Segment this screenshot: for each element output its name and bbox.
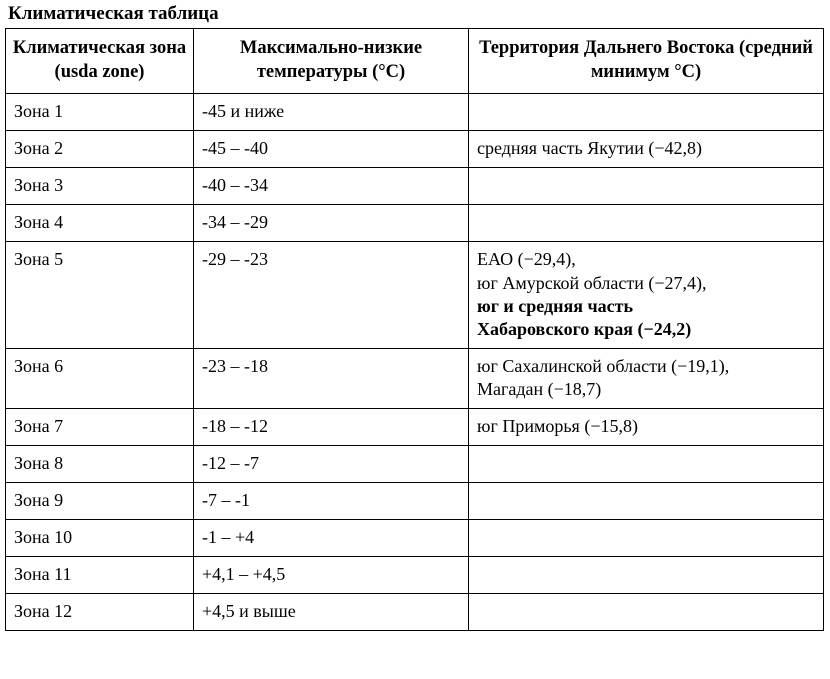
table-header-row	[6, 29, 824, 94]
table-row	[6, 168, 824, 205]
cell-territory	[469, 242, 824, 348]
table-row	[6, 205, 824, 242]
cell-zone: Зона 12	[6, 593, 194, 630]
territory-line: юг Сахалинской области (−19,1),	[477, 355, 730, 376]
cell-temperature: -23 – -18	[194, 348, 469, 408]
cell-temperature: +4,5 и выше	[194, 593, 469, 630]
cell-temperature: -45 – -40	[194, 131, 469, 168]
cell-temperature: -12 – -7	[194, 445, 469, 482]
table-header	[6, 29, 824, 94]
cell-territory	[469, 556, 824, 593]
territory-line: юг Амурской области (−27,4),	[477, 272, 707, 293]
cell-territory	[469, 482, 824, 519]
table-row	[6, 131, 824, 168]
table-row	[6, 242, 824, 348]
cell-zone: Зона 1	[6, 94, 194, 131]
column-header-territory: Территория Дальнего Востока (средний минимум °C)	[469, 29, 824, 94]
cell-territory	[469, 348, 824, 408]
territory-line: юг Приморья (−15,8)	[477, 415, 638, 436]
climate-table	[5, 28, 824, 631]
table-row	[6, 593, 824, 630]
cell-zone: Зона 8	[6, 445, 194, 482]
territory-line: юг и средняя часть	[477, 295, 634, 316]
cell-territory	[469, 168, 824, 205]
cell-temperature: -29 – -23	[194, 242, 469, 348]
territory-line: Магадан (−18,7)	[477, 378, 602, 399]
cell-zone: Зона 2	[6, 131, 194, 168]
table-row	[6, 556, 824, 593]
cell-zone: Зона 6	[6, 348, 194, 408]
cell-territory	[469, 205, 824, 242]
cell-territory	[469, 593, 824, 630]
table-row	[6, 482, 824, 519]
cell-territory	[469, 408, 824, 445]
column-header-temperature: Максимально-низкие температуры (°C)	[194, 29, 469, 94]
cell-temperature: +4,1 – +4,5	[194, 556, 469, 593]
column-header-zone: Климатическая зона (usda zone)	[6, 29, 194, 94]
cell-zone: Зона 7	[6, 408, 194, 445]
cell-territory	[469, 94, 824, 131]
table-row	[6, 445, 824, 482]
cell-temperature: -34 – -29	[194, 205, 469, 242]
cell-zone: Зона 4	[6, 205, 194, 242]
territory-line: средняя часть Якутии (−42,8)	[477, 138, 702, 159]
cell-zone: Зона 3	[6, 168, 194, 205]
cell-territory	[469, 131, 824, 168]
table-body	[6, 94, 824, 631]
cell-temperature: -40 – -34	[194, 168, 469, 205]
cell-temperature: -45 и ниже	[194, 94, 469, 131]
cell-temperature: -18 – -12	[194, 408, 469, 445]
cell-zone: Зона 10	[6, 519, 194, 556]
cell-zone: Зона 5	[6, 242, 194, 348]
cell-zone: Зона 11	[6, 556, 194, 593]
cell-territory	[469, 445, 824, 482]
cell-temperature: -1 – +4	[194, 519, 469, 556]
cell-temperature: -7 – -1	[194, 482, 469, 519]
cell-territory	[469, 519, 824, 556]
table-row	[6, 519, 824, 556]
cell-zone: Зона 9	[6, 482, 194, 519]
table-row	[6, 408, 824, 445]
table-caption: Климатическая таблица	[8, 3, 219, 24]
territory-line: Хабаровского края (−24,2)	[477, 318, 692, 339]
table-row	[6, 348, 824, 408]
table-row	[6, 94, 824, 131]
territory-line: ЕАО (−29,4),	[477, 249, 576, 270]
